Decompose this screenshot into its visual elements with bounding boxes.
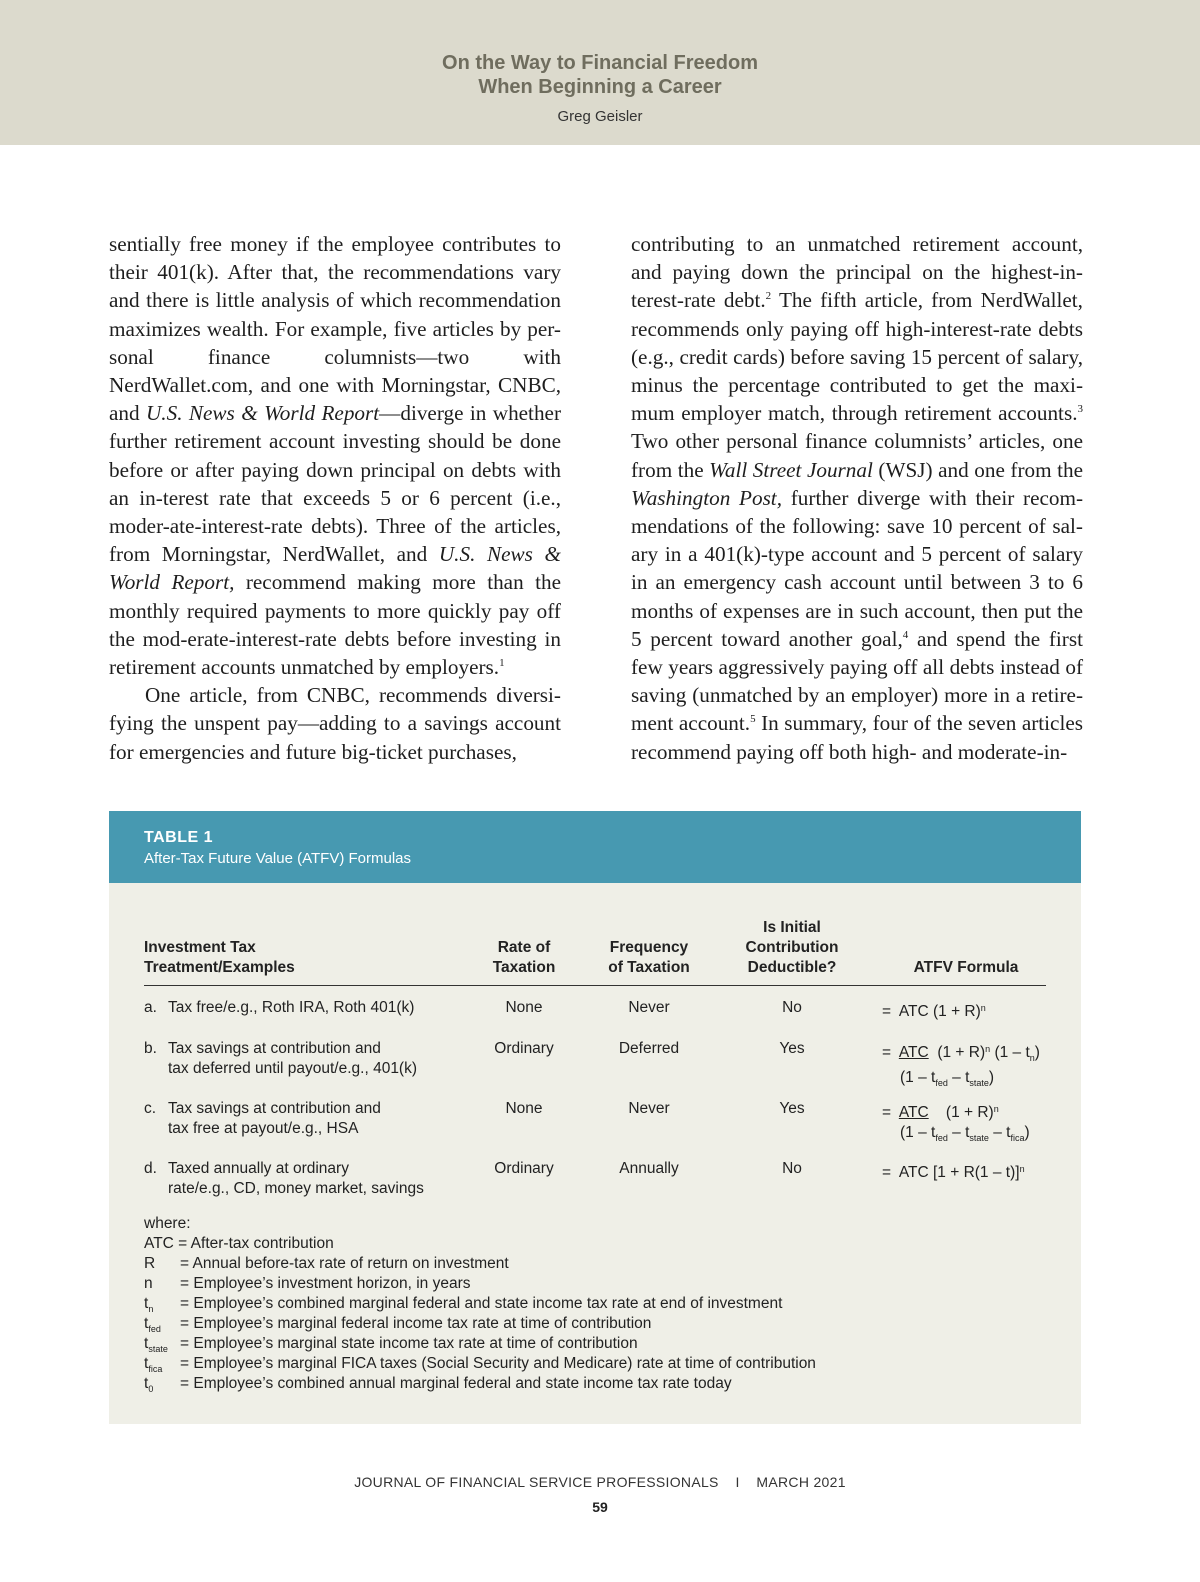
definition-r (144, 1254, 509, 1274)
header-text: Contribution (745, 939, 839, 956)
row-c-frequency: Never (628, 1100, 670, 1117)
row-c-rate: None (505, 1100, 543, 1117)
header-text: Rate of (497, 939, 551, 956)
header-rule (144, 985, 1046, 986)
desc-line: tax deferred until payout/e.g., 401(k) (168, 1060, 418, 1077)
formula-text: – t (947, 1124, 970, 1141)
def-text: = Employee’s marginal state income tax rate at time of contribution (180, 1335, 638, 1352)
def-symbol: R (144, 1255, 156, 1272)
def-symbol: n (144, 1275, 153, 1292)
table-title-bar (109, 811, 1081, 883)
row-b-frequency: Deferred (618, 1040, 680, 1057)
header-text: of Taxation (608, 959, 690, 976)
def-symbol: t (144, 1295, 149, 1312)
journal-name: JOURNAL OF FINANCIAL SERVICE PROFESSIONALS (354, 1474, 719, 1490)
text-run: contributing to an unmatched retirement account, and paying down the principal on the highest-in-terest-rate debt. (631, 232, 1083, 313)
def-symbol: t (144, 1315, 149, 1332)
subscript: n (148, 1304, 154, 1314)
footnote-ref-1[interactable]: 1 (499, 656, 505, 669)
row-d-letter: d. (144, 1160, 157, 1177)
italic-text: Washington Post, (631, 485, 782, 510)
header-deductible (727, 918, 857, 978)
definition-n (144, 1274, 470, 1294)
equals-sign: = (882, 1164, 892, 1181)
row-c-deductible: Yes (779, 1100, 805, 1117)
formula-text: ) (1034, 1044, 1040, 1061)
desc-line: Taxed annually at ordinary (168, 1160, 349, 1177)
definition-atc (144, 1234, 334, 1254)
formula-numerator: ATC (898, 1044, 929, 1061)
desc-line: Tax free/e.g., Roth IRA, Roth 401(k) (168, 999, 415, 1016)
def-text: = Annual before-tax rate of return on investment (180, 1255, 509, 1272)
def-symbol: t (144, 1375, 149, 1392)
exponent: n (1019, 1164, 1025, 1174)
row-b-deductible: Yes (779, 1040, 805, 1057)
article-title-line1: On the Way to Financial Freedom (442, 52, 758, 74)
desc-line: Tax savings at contribution and (168, 1100, 381, 1117)
formula-text: ATC (1 + R) (898, 1003, 981, 1020)
text-run: The fifth article, from NerdWallet, recommends only paying off high-interest-rate debts (e.g., credit cards) before saving 15 percent of salary, minus the percentage contributed to get the maxi-mum employer match, through retirement accounts. (631, 288, 1083, 426)
footer-separator: I (735, 1474, 740, 1490)
subscript: state (148, 1344, 168, 1354)
row-a-deductible: No (782, 999, 802, 1016)
running-header (0, 0, 1200, 145)
header-text: Is Initial (763, 919, 821, 936)
article-title-line2: When Beginning a Career (478, 76, 722, 98)
def-text: = Employee’s combined annual marginal federal and state income tax rate today (180, 1375, 732, 1392)
definition-t0 (144, 1374, 732, 1399)
formula-text: ATC [1 + R(1 – t)] (898, 1164, 1020, 1181)
subscript: state (969, 1078, 989, 1088)
equals-sign: = (882, 1104, 892, 1121)
author-name: Greg Geisler (557, 108, 643, 125)
desc-line: rate/e.g., CD, money market, savings (168, 1180, 424, 1197)
italic-text: U.S. News & World Report, (109, 542, 561, 595)
paragraph: One article, from CNBC, recommends diversi-fying the unspent pay—adding to a savings account for emergencies and future big-ticket purchases, (109, 683, 561, 764)
running-footer (0, 1474, 1200, 1490)
row-d-formula (882, 1159, 1025, 1183)
def-symbol: ATC (144, 1235, 174, 1252)
row-a-rate: None (505, 999, 543, 1016)
header-text: Frequency (609, 939, 689, 956)
formula-text: (1 + R) (937, 1044, 986, 1061)
def-symbol: t (144, 1335, 149, 1352)
formula-text: – t (988, 1124, 1011, 1141)
def-text: = Employee’s marginal federal income tax rate at time of contribution (180, 1315, 652, 1332)
formula-text: – t (947, 1069, 970, 1086)
row-d-desc (168, 1159, 424, 1199)
header-text: Treatment/Examples (144, 959, 295, 976)
row-b-rate: Ordinary (494, 1040, 554, 1057)
row-d-deductible: No (782, 1160, 802, 1177)
paragraph (109, 230, 561, 681)
header-treatment (144, 938, 295, 978)
formula-numerator: ATC (898, 1104, 929, 1121)
def-text: = Employee’s combined marginal federal and state income tax rate at end of investment (180, 1295, 783, 1312)
text-run: —diverge in whether further retirement account investing should be done before or after paying down principal on debts with an in-terest rate that exceeds 5 or 6 percent (i.e., moder-ate-interest-rate debts). Three of the articles, from Morningstar, NerdWallet, and (109, 401, 562, 567)
row-a-formula (882, 998, 986, 1022)
formula-denominator: (1 – t (900, 1069, 936, 1086)
table-1 (109, 811, 1081, 1424)
table-label: TABLE 1 (144, 829, 213, 846)
table-caption: After-Tax Future Value (ATFV) Formulas (144, 850, 412, 867)
exponent: n (980, 1003, 986, 1013)
text-run: sentially free money if the employee contributes to their 401(k). After that, the recommendations vary and there is little analysis of which recommendation maximizes wealth. For example, five articles by per-sonal finance columnists—two with NerdWallet.com, and one with Morningstar, CNBC, and (109, 232, 561, 426)
desc-line: tax free at payout/e.g., HSA (168, 1120, 359, 1137)
row-a-letter: a. (144, 999, 157, 1016)
subscript: fed (148, 1324, 161, 1334)
formula-text: (1 – t (990, 1044, 1030, 1061)
equals-sign: = (882, 1044, 892, 1061)
row-a-frequency: Never (628, 999, 670, 1016)
exponent: n (985, 1044, 991, 1054)
row-a-desc (168, 998, 414, 1018)
row-d-rate: Ordinary (494, 1160, 554, 1177)
def-text: = Employee’s investment horizon, in years (180, 1275, 471, 1292)
footnote-ref-3[interactable]: 3 (1077, 403, 1083, 416)
header-text: Deductible? (747, 959, 837, 976)
subscript: n (1029, 1053, 1035, 1063)
text-run: and spend the first few years aggressively paying off all debts instead of saving (unmatched by an employer) more in a retire-ment account. (631, 626, 1083, 736)
row-d-frequency: Annually (619, 1160, 679, 1177)
header-text: Investment Tax (144, 939, 256, 956)
row-c-formula (882, 1099, 1030, 1148)
formula-text: ) (988, 1069, 995, 1086)
page-number: 59 (592, 1499, 608, 1515)
subscript: state (969, 1133, 989, 1143)
issue-date: MARCH 2021 (756, 1474, 846, 1490)
header-rate (469, 938, 579, 978)
footnote-ref-4[interactable]: 4 (902, 628, 909, 641)
subscript: fica (1010, 1133, 1025, 1143)
footnote-ref-2[interactable]: 2 (765, 290, 772, 303)
exponent: n (993, 1104, 999, 1114)
def-text: = Employee’s marginal FICA taxes (Social Security and Medicare) rate at time of contribution (180, 1355, 816, 1372)
row-c-letter: c. (144, 1100, 157, 1117)
subscript: fica (148, 1364, 163, 1374)
subscript: 0 (148, 1384, 154, 1394)
formula-text: (1 + R) (945, 1104, 994, 1121)
formula-denominator: (1 – t (900, 1124, 936, 1141)
body-column-left (109, 230, 561, 766)
def-symbol: t (144, 1355, 149, 1372)
row-c-desc (168, 1099, 381, 1139)
subscript: fed (935, 1133, 948, 1143)
text-run: (WSJ) and one from the (872, 457, 1084, 482)
text-run: further diverge with their recom-mendations of the following: save 10 percent of sal-ary in a 401(k)-type account and 5 percent of salary in an emergency cash account until between 3 to 6 months of expenses are in such account, then put the 5 percent toward another goal, (631, 485, 1084, 651)
header-formula: ATFV Formula (913, 959, 1019, 976)
header-frequency (589, 938, 709, 978)
text-run: Two other personal finance columnists’ articles, one from the (631, 429, 1083, 482)
header-text: Taxation (492, 959, 556, 976)
paragraph (631, 230, 1083, 766)
footnote-ref-5[interactable]: 5 (750, 713, 756, 726)
def-text: = After-tax contribution (178, 1235, 334, 1252)
text-run: recommend making more than the monthly required payments to more quickly pay off the mod-erate-interest-rate debts before investing in retirement accounts unmatched by employers. (109, 570, 561, 680)
row-b-letter: b. (144, 1040, 157, 1057)
body-column-right (631, 230, 1083, 766)
row-b-formula (882, 1039, 1040, 1093)
subscript: fed (935, 1078, 948, 1088)
italic-text: Wall Street Journal (709, 457, 873, 482)
desc-line: Tax savings at contribution and (168, 1040, 381, 1057)
formula-text: ) (1024, 1124, 1030, 1141)
italic-text: U.S. News & World Report (146, 401, 380, 426)
row-b-desc (168, 1039, 417, 1079)
equals-sign: = (882, 1003, 892, 1020)
text-run: In summary, four of the seven articles recommend paying off both high- and moderate-in- (631, 711, 1083, 764)
where-label: where: (144, 1215, 191, 1232)
